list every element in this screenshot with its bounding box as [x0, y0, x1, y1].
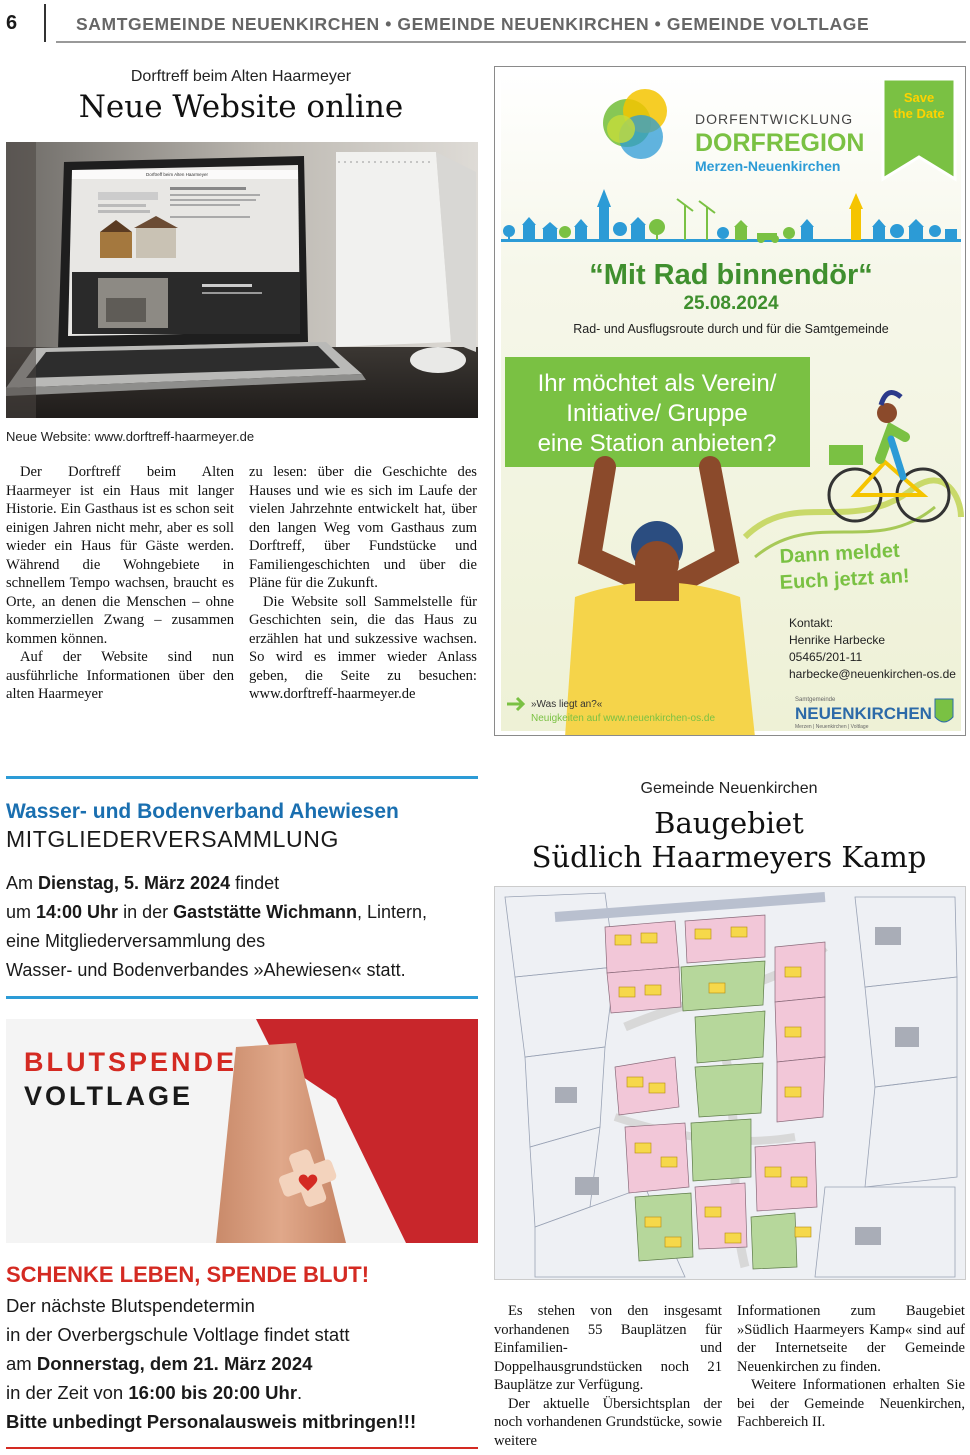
event-title: “Mit Rad binnendör“: [589, 259, 873, 291]
paragraph: Die Website soll Sammelstelle für Geschichten sein, die das Haus zu erzählen hat und sukzessive wachsen. So wird es immer wieder Anlass geben, die Seite zu besuchen: www.dorftreff-haarmeyer.de: [249, 593, 477, 702]
news-line2: Neuigkeiten auf www.neuenkirchen-os.de: [531, 713, 715, 724]
logo-neuenkirchen: NEUENKIRCHEN: [795, 704, 932, 723]
development-plan-map: [494, 886, 966, 1280]
poster-region: DORFREGION: [695, 129, 865, 157]
baugebiet-kicker: Gemeinde Neuenkirchen: [640, 780, 818, 797]
article-website-headline: Neue Website online: [78, 89, 404, 125]
contact-label: Kontakt:: [789, 616, 834, 630]
contact-name: Henrike Harbecke: [789, 633, 886, 647]
news-line1: »Was liegt an?«: [531, 699, 603, 710]
cta-line2: Euch jetzt an!: [779, 565, 911, 594]
text: Wasser- und Bodenverbandes »Ahewiesen« statt.: [6, 960, 406, 980]
header-title: SAMTGEMEINDE NEUENKIRCHEN • GEMEINDE NEUENKIRCHEN • GEMEINDE VOLTLAGE: [76, 14, 870, 34]
section-rule: [6, 776, 478, 779]
event-description: Rad- und Ausflugsroute durch und für die Samtgemeinde: [573, 322, 889, 336]
paragraph: Auf der Website sind nun ausführliche Informationen über den alten Haarmeyer: [6, 649, 234, 702]
section-rule: [6, 996, 478, 999]
blood-donation-banner: [6, 1019, 478, 1243]
text: .: [297, 1382, 303, 1403]
baugebiet-col1: [494, 1302, 722, 1450]
article-website-col2: [249, 463, 477, 704]
save-date-line1: Save: [903, 90, 935, 105]
header-rule: [56, 41, 966, 43]
question-line2: Initiative/ Gruppe: [566, 400, 748, 427]
text: in der Overbergschule Voltlage findet statt: [6, 1324, 350, 1345]
question-line1: Ihr möchtet als Verein/: [537, 370, 777, 397]
paragraph: Informationen zum Baugebiet »Südlich Haarmeyers Kamp« sind auf der Internetseite der Gemeinde Neuenkirchen zu finden.: [737, 1303, 965, 1375]
text: Am: [6, 873, 39, 893]
text: in der Zeit von: [6, 1382, 129, 1403]
meeting-date: Dienstag, 5. März 2024: [38, 873, 231, 893]
screen-site-title: Dorftreff beim Alten Haarmeyer: [146, 172, 208, 177]
section-rule: [6, 1447, 478, 1449]
cta-line1: Dann meldet: [779, 539, 901, 568]
header-divider: [44, 4, 46, 42]
banner-title: BLUTSPENDE: [24, 1047, 238, 1077]
poster-program: DORFENTWICKLUNG: [695, 111, 854, 127]
paragraph: Weitere Informationen erhalten Sie bei der Gemeinde Neuenkirchen, Fachbereich II.: [737, 1377, 965, 1430]
save-date-line2: the Date: [893, 106, 945, 121]
text: , Lintern,: [356, 902, 428, 922]
blood-headline: SCHENKE LEBEN, SPENDE BLUT!: [6, 1262, 370, 1287]
event-date: 25.08.2024: [683, 293, 779, 314]
text: findet: [230, 873, 280, 893]
logo-circle: [607, 115, 635, 143]
meeting-venue: Gaststätte Wichmann: [173, 902, 357, 922]
article-website-kicker: Dorftreff beim Alten Haarmeyer: [130, 68, 352, 85]
donation-date: Donnerstag, dem 21. März 2024: [36, 1353, 313, 1374]
contact-email: harbecke@neuenkirchen-os.de: [789, 667, 956, 681]
text: eine Mitgliederversammlung des: [6, 931, 266, 951]
wasser-title: Wasser- und Bodenverband Ahewiesen: [6, 800, 399, 823]
paragraph: zu lesen: über die Geschichte des Hauses und wie es sich im Laufe der vielen Jahrzehnte entwickelt hat, über den langen Weg vom Gasthaus zum Dorftreff, über Fundstücke und Familiengeschichten und über die Pläne für die Zukunft.: [249, 464, 477, 591]
text: um: [6, 902, 37, 922]
paragraph: Der Dorftreff beim Alten Haarmeyer ist ein Haus mit langer Historie. Ein Gasthaus ist es schon seit einigen Jahren nicht mehr, aber es soll wieder ein Haus für Gäste werden. Während die Wohngebiete in schnellem Tempo wachsen, braucht es Orte, an denen die Menschen – ohne kommerziellen Zwang – zusammen kommen können.: [6, 464, 234, 647]
photo-caption: Neue Website: www.dorftreff-haarmeyer.de: [6, 429, 255, 444]
banner-subtitle: VOLTLAGE: [24, 1081, 193, 1111]
baugebiet-col2: [737, 1302, 965, 1432]
text: in der: [118, 902, 174, 922]
laptop-photo: [6, 142, 478, 418]
article-website-col1: [6, 463, 234, 704]
baugebiet-headline-1: Baugebiet: [654, 806, 804, 840]
paragraph: Der aktuelle Übersichtsplan der noch vorhandenen Grundstücke, sowie weitere: [494, 1395, 722, 1449]
wasser-body: [6, 869, 478, 985]
meeting-time: 14:00 Uhr: [36, 902, 119, 922]
paragraph: Es stehen von den insgesamt vorhandenen 55 Bauplätzen für Einfamilien- und Doppelhausgrundstücken noch 21 Bauplätze zur Verfügung.: [494, 1303, 722, 1393]
baugebiet-headline-2: Südlich Haarmeyers Kamp: [531, 840, 927, 874]
crest-icon: [935, 699, 953, 722]
blood-body: [6, 1291, 478, 1436]
logo-places: Merzen | Neuenkirchen | Voltlage: [795, 724, 869, 730]
donation-time: 16:00 bis 20:00 Uhr: [128, 1382, 298, 1403]
wasser-subtitle: MITGLIEDERVERSAMMLUNG: [6, 826, 339, 852]
id-reminder: Bitte unbedingt Personalausweis mitbringen!!!: [6, 1411, 417, 1432]
text: am: [6, 1353, 37, 1374]
poster-region-sub: Merzen-Neuenkirchen: [695, 158, 841, 174]
event-poster: [494, 66, 966, 736]
question-line3: eine Station anbieten?: [537, 430, 777, 457]
page-number: 6: [6, 12, 18, 34]
logo-small: Samtgemeinde: [795, 697, 836, 703]
text: Der nächste Blutspendetermin: [6, 1295, 255, 1316]
contact-phone: 05465/201-11: [789, 650, 863, 664]
